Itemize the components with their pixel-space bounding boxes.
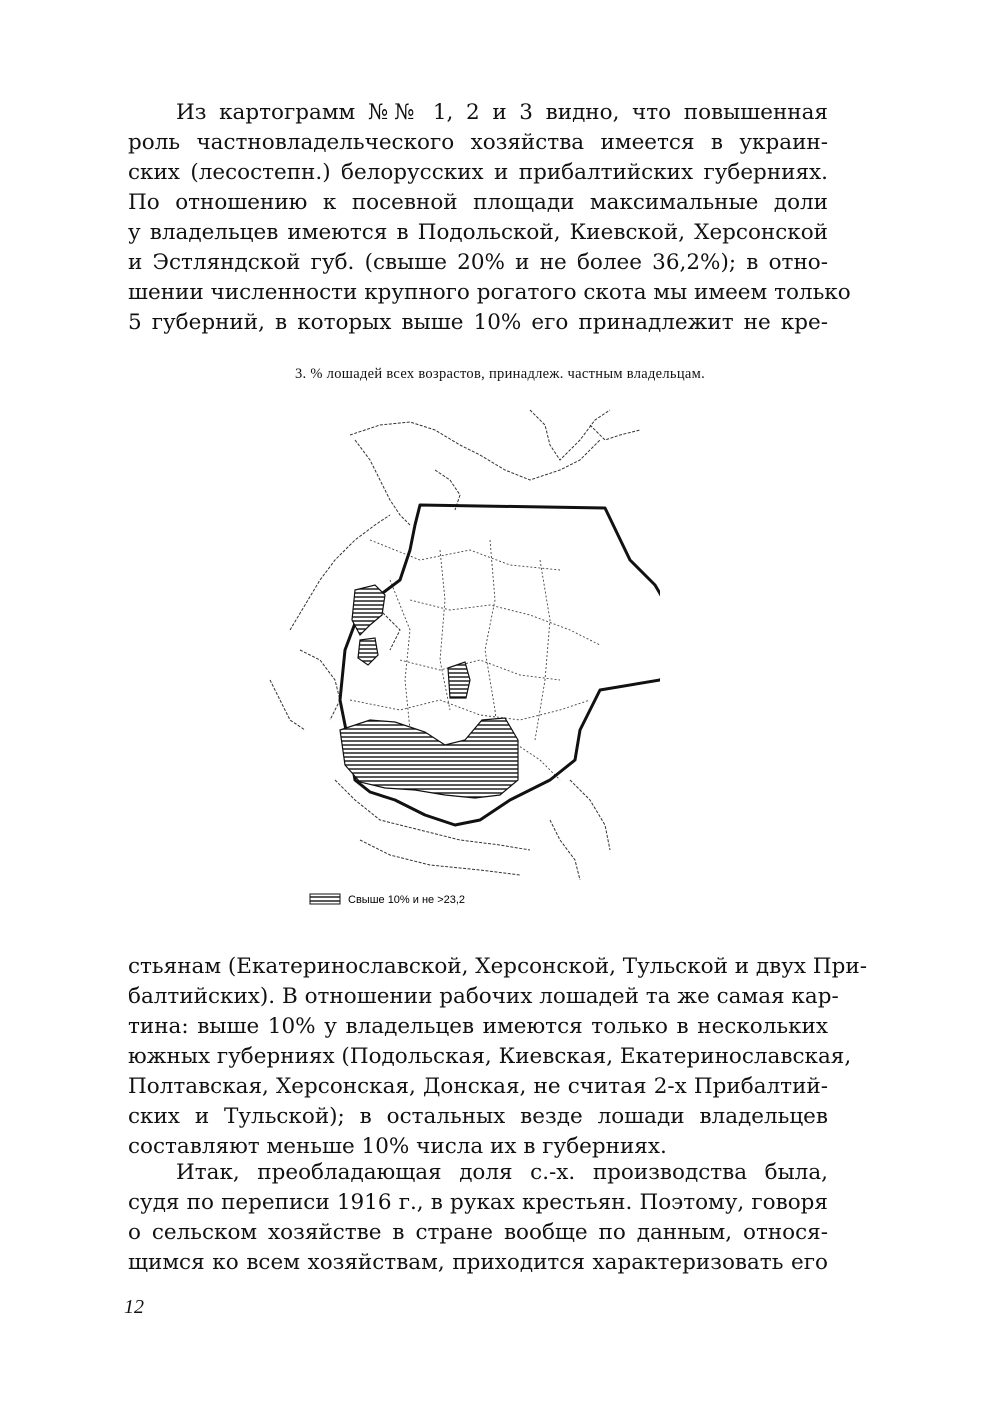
text-line: шении численности крупного рогатого скота мы имеем только (128, 280, 851, 305)
text-line: Итак, преобладающая доля с.-х. производства была, (176, 1160, 828, 1185)
text-line: судя по переписи 1916 г., в руках крестьян. Поэтому, говоря (128, 1190, 828, 1215)
text-line: роль частновладельческого хозяйства имеется в украин- (128, 130, 828, 155)
paragraph-3 (128, 1158, 828, 1278)
paragraph-1 (128, 98, 851, 338)
text-line: о сельском хозяйстве в стране вообще по данным, относя- (128, 1220, 828, 1245)
text-line: составляют меньше 10% числа их в губерниях. (128, 1134, 667, 1159)
shaded-region-baltic-south (358, 638, 378, 665)
legend-swatch (310, 894, 340, 904)
text-line: Из картограмм №№ 1, 2 и 3 видно, что повышенная (176, 100, 828, 125)
paragraph-2 (128, 952, 867, 1162)
text-line: ских (лесостепн.) белорусских и прибалтийских губерниях. (128, 160, 828, 185)
legend-label: Свыше 10% и не >23,2 (348, 894, 466, 906)
shaded-region-tula (448, 662, 470, 698)
text-line: и Эстляндской губ. (свыше 20% и не более 36,2%); в отно- (128, 250, 828, 275)
shaded-region-baltic-north (352, 585, 385, 635)
text-line: ских и Тульской); в остальных везде лошади владельцев (128, 1104, 828, 1129)
text-line: 5 губерний, в которых выше 10% его принадлежит не кре- (128, 310, 828, 335)
cartogram-map (260, 400, 660, 920)
text-line: тина: выше 10% у владельцев имеются только в нескольких (128, 1014, 828, 1039)
text-line: у владельцев имеются в Подольской, Киевской, Херсонской (128, 220, 828, 245)
map-legend (310, 894, 465, 906)
text-line: балтийских). В отношении рабочих лошадей та же самая кар- (128, 984, 839, 1009)
figure-caption: 3. % лошадей всех возрастов, принадлеж. частным владельцам. (294, 366, 706, 382)
text-line: щимся ко всем хозяйствам, приходится характеризовать его (128, 1250, 828, 1275)
text-line: Полтавская, Херсонская, Донская, не считая 2-х Прибалтий- (128, 1074, 828, 1099)
shaded-region-south (340, 718, 518, 798)
text-line: стьянам (Екатеринославской, Херсонской, Тульской и двух При- (128, 954, 867, 979)
text-line: По отношению к посевной площади максимальные доли (128, 190, 828, 215)
page-number: 12 (124, 1296, 144, 1318)
text-line: южных губерниях (Подольская, Киевская, Екатеринославская, (128, 1044, 852, 1069)
coastlines (270, 410, 640, 880)
